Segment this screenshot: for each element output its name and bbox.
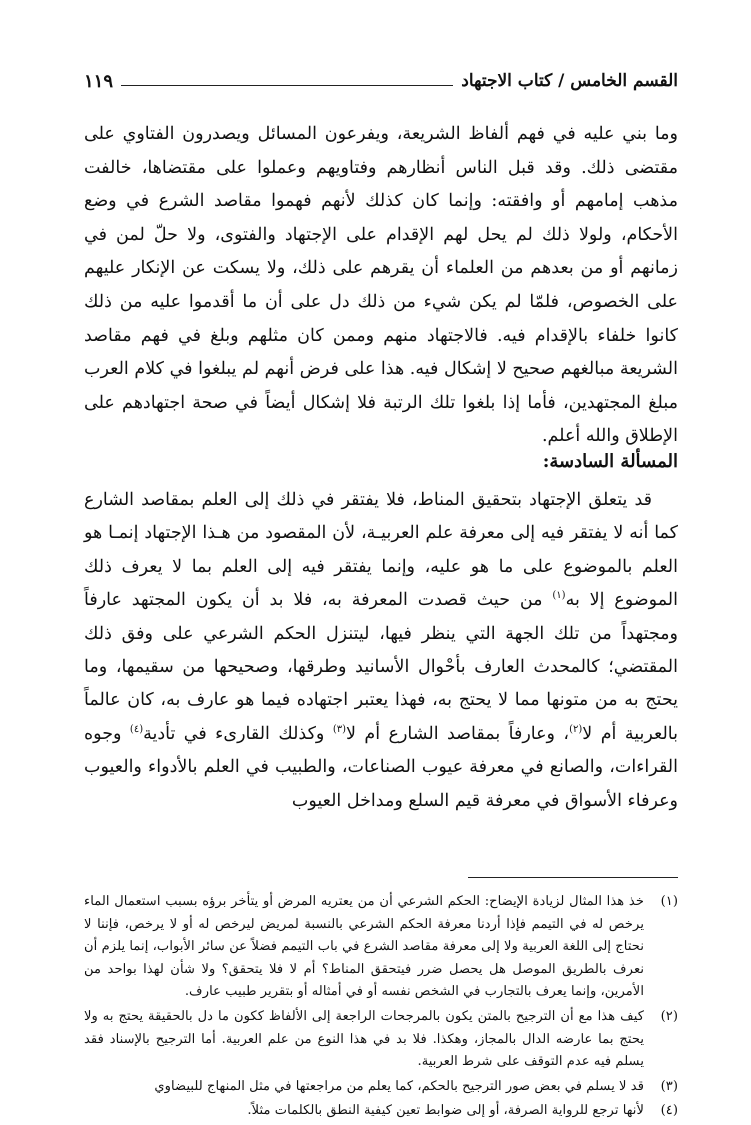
footnote (84, 891, 678, 1004)
footnote-text: لأنها ترجع للرواية الصرفة، أو إلى ضوابط تعين كيفية النطق بالكلمات مثلاً. (247, 1103, 644, 1119)
footnote-number: (١) (660, 894, 678, 909)
footnote-number: (٢) (660, 1008, 678, 1024)
page-number: ١١٩ (84, 70, 114, 92)
footnote-text: خذ هذا المثال لزيادة الإيضاح: الحكم الشرعي أن من يعتريه المرض أو يتأخر برؤه بسبب استعمال الماء يرخص له في التيمم فإذا أردنا معرفة الحكم الشرعي بالنسبة لمريض ليرخص له أو لا يرخص، فإننا لا نحتاج إلى اللغة العربية ولا إلى معرفة مقاصد الشرع في باب التيمم فضلاً عن سائر الأبواب، إنما يلزم أن نعرف بالطريق الموصل هل يحصل ضرر فيتحقق المناط؟ أم لا فلا يتحقق؟ ولا شأن لهذا بواحد من الأمرين، وإنما يعرف بالتجارب في الشخص نفسه أو في أمثاله أو بتقرير طبيب عارف. (84, 894, 644, 1000)
footnote-text: كيف هذا مع أن الترجيح بالمتن يكون بالمرجحات الراجعة إلى الألفاظ ككون ما دل بالحقيقة يحتج به ولا يحتج بما عارضه الدال بالمجاز، وهكذا. فلا بد في هذا النوع من علم العربية. أما الترجيح بالإسناد فقد يسلم فيه عدم التوقف على شرط العربية. (84, 1008, 644, 1070)
chapter-title: القسم الخامس / كتاب الاجتهاد (461, 71, 678, 91)
footnote-ref: (٢) (569, 724, 583, 736)
text-segment: وجوه القراءات، والصانع في معرفة عيوب الصناعات، والطبيب في العلم بالأدواء والعيوب وعرفاء الأسواق في معرفة قيم السلع ومداخل العيوب (84, 723, 678, 811)
section-text (84, 484, 678, 818)
footnote-text: قد لا يسلم في بعض صور الترجيح بالحكم، كما يعلم من مراجعتها في مثل المنهاج للبيضاوي (154, 1078, 644, 1094)
section-paragraph (84, 484, 678, 818)
text-segment: من حيث قصدت المعرفة به، فلا بد أن يكون المجتهد عارفاً ومجتهداً من تلك الجهة التي ينظر فيها، ليتنزل الحكم الشرعي على وفق ذلك المقتضي؛ كالمحدث العارف بأحْوال الأسانيد وطرقها، وصحيحها من سقيمها، وما يحتج به من متونها مما لا يحتج به، فهذا يعتبر اجتهاده فيما هو عارف به، كان عالماً بالعربية أم لا (84, 590, 678, 744)
header-rule (121, 85, 453, 86)
text-segment: ، وعارفاً بمقاصد الشارع أم لا (346, 723, 570, 744)
section-heading: المسألة السادسة: (542, 451, 678, 472)
footnote-separator (468, 877, 678, 878)
footnote-ref: (١) (552, 590, 566, 602)
main-text (84, 118, 678, 454)
paragraph: وما بني عليه في فهم ألفاظ الشريعة، ويفرعون المسائل ويصدرون الفتاوي على مقتضى ذلك. وقد قبل الناس أنظارهم وفتاويهم وعملوا على مقتضاها، خالفت مذهب إمامهم أو وافقته: وإنما كان كذلك لأنهم فهموا مقاصد الشرع في وضع الأحكام، ولولا ذلك لم يحل لهم الإقدام على الإجتهاد والفتوى، ولا حلّ لمن في زمانهم أو من بعدهم من العلماء أن يقرهم على ذلك، ولا يسكت عن الإنكار عليهم على الخصوص، فلمّا لم يكن شيء من ذلك دل على أن ما أقدموا عليه من ذلك كانوا خلفاء بالإقدام فيه. فالاجتهاد منهم وممن كان مثلهم وبلغ في فهم مقاصد الشريعة مبالغهم صحيح لا إشكال فيه. هذا على فرض أنهم لم يبلغوا في كلام العرب مبلغ المجتهدين، فأما إذا بلغوا تلك الرتبة فلا إشكال أيضاً في صحة اجتهادهم على الإطلاق والله أعلم. (84, 124, 678, 447)
text-segment: قد يتعلق الإجتهاد بتحقيق المناط، فلا يفتقر في ذلك إلى العلم بمقاصد الشارع كما أنه لا يفتقر فيه إلى معرفة علم العربيـة، لأن المقصود من هـذا الإجتهاد إنمـا هو العلم بالموضوع على ما هو عليه، وإنما يفتقر فيه إلى العلم بما لا يعرف ذلك الموضوع إلا به (84, 490, 678, 611)
running-header (84, 66, 678, 96)
footnote-ref: (٣) (332, 724, 346, 736)
footnote (84, 1100, 678, 1123)
footnotes (84, 891, 678, 1125)
footnote (84, 1006, 678, 1074)
footnote-ref: (٤) (129, 724, 144, 736)
text-segment: وكذلك القارىء في تأدية (143, 723, 333, 744)
footnote-number: (٤) (660, 1103, 678, 1119)
footnote (84, 1076, 678, 1099)
footnote-number: (٣) (660, 1078, 678, 1094)
